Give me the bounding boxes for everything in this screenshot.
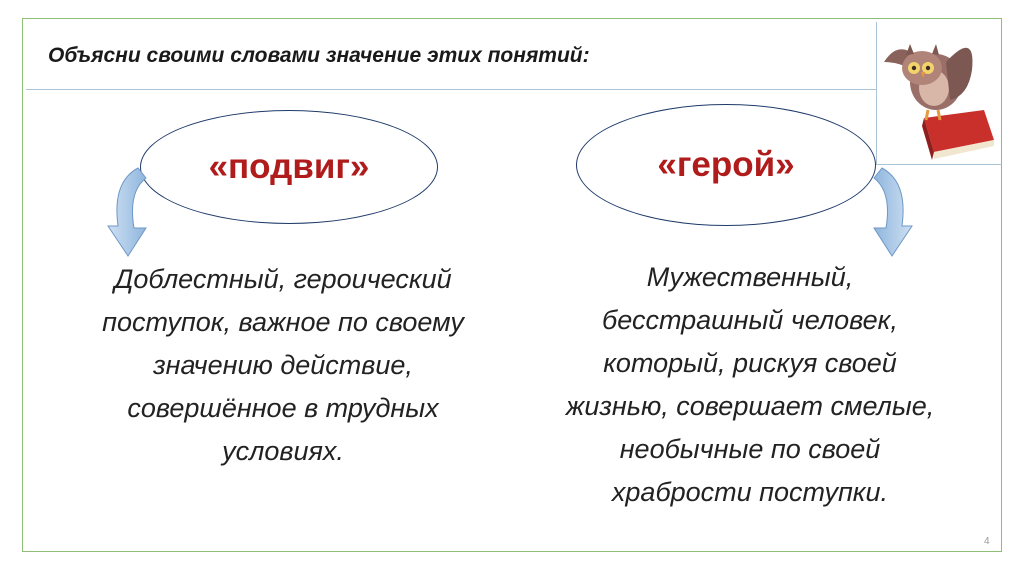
term-label-podvig: «подвиг» xyxy=(208,147,370,186)
definition-line: необычные по своей xyxy=(619,434,881,464)
curved-arrow-icon xyxy=(104,166,154,263)
definition-line: Доблестный, героический xyxy=(114,264,452,294)
title-divider xyxy=(26,89,876,90)
definition-line: совершённое в трудных xyxy=(127,393,439,423)
definition-line: храбрости поступки. xyxy=(611,477,889,507)
definition-line: жизнью, совершает смелые, xyxy=(565,391,935,421)
definition-line: Мужественный, xyxy=(646,262,854,292)
definition-line: условиях. xyxy=(222,436,344,466)
definition-line: значению действие, xyxy=(153,350,413,380)
definition-geroy xyxy=(500,256,1000,514)
definition-line: который, рискуя своей xyxy=(603,348,897,378)
definition-line: бесстрашный человек, xyxy=(602,305,898,335)
owl-on-book-icon xyxy=(876,22,1002,169)
curved-arrow-icon xyxy=(866,166,916,263)
slide-title: Объясни своими словами значение этих понятий: xyxy=(48,44,590,67)
term-oval-geroy xyxy=(576,104,876,226)
term-oval-podvig xyxy=(140,110,438,224)
page-number: 4 xyxy=(984,536,990,547)
term-label-geroy: «герой» xyxy=(657,145,795,184)
definition-podvig xyxy=(48,258,518,473)
definition-line: поступок, важное по своему xyxy=(102,307,464,337)
